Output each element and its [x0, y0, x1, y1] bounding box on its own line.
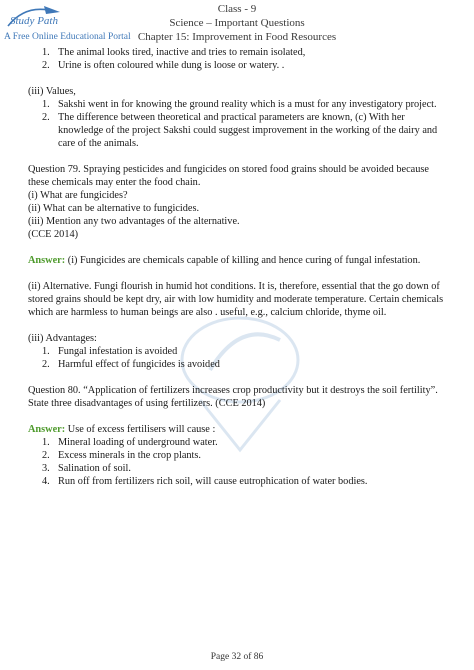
question-79-label: Question 79. — [28, 164, 81, 175]
answer-80-label: Answer: — [28, 424, 66, 435]
portal-tagline: A Free Online Educational Portal — [4, 32, 131, 42]
values-list — [28, 98, 446, 150]
list-item: 4. Run off from fertilizers rich soil, will cause eutrophication of water bodies. — [42, 476, 368, 487]
list-item: 1. Mineral loading of underground water. — [42, 437, 218, 448]
advantages-list — [28, 345, 446, 371]
page-number: Page 32 of 86 — [210, 652, 264, 662]
header-class: Class - 9 — [217, 3, 257, 15]
question-80: Question 80. “Application of fertilizers increases crop productivity but it destroys the soil fertility”. State three disadvantages of using fertilizers. (CCE 2014) — [28, 385, 438, 409]
question-79-part-2: (ii) What can be alternative to fungicides. — [28, 203, 200, 214]
list-item: 1. Fungal infestation is avoided — [42, 346, 178, 357]
header-subject: Science – Important Questions — [169, 17, 305, 29]
answer-79-label: Answer: — [28, 255, 66, 266]
list-item: 2. The difference between theoretical and practical parameters are known, (c) With her knowledge of the project Sakshi could suggest improvement in the working of the dairy and care of the animals. — [42, 112, 438, 149]
page-content — [28, 46, 446, 488]
question-79: Question 79. Spraying pesticides and fungicides on stored food grains should be avoided because these chemicals may enter the food chain. — [28, 164, 429, 188]
list-item: 2. Urine is often coloured while dung is loose or watery. . — [42, 60, 285, 71]
values-heading: (iii) Values, — [28, 86, 76, 97]
fertilizer-effects-list — [28, 436, 446, 488]
question-79-source: (CCE 2014) — [28, 229, 79, 240]
list-item: 3. Salination of soil. — [42, 463, 131, 474]
answer-79-alternative: (ii) Alternative. Fungi flourish in humid hot conditions. It is, therefore, essential that the go down of stored grains should be kept dry, air with low humidity and moderate temperature. Certain chemicals which are harmless to human beings are also . useful, e.g., calcium chloride, thyme oil. — [28, 281, 444, 318]
question-80-label: Question 80. — [28, 385, 81, 396]
list-item: 2. Excess minerals in the crop plants. — [42, 450, 201, 461]
question-79-part-3: (iii) Mention any two advantages of the alternative. — [28, 216, 240, 227]
answer-79: Answer: (i) Fungicides are chemicals capable of killing and hence curing of fungal infestation. — [28, 255, 421, 266]
animal-symptoms-list — [28, 46, 446, 72]
list-item: 1. Sakshi went in for knowing the ground reality which is a must for any investigatory project. — [42, 99, 437, 110]
question-79-part-1: (i) What are fungicides? — [28, 190, 128, 201]
header-chapter: Chapter 15: Improvement in Food Resources — [137, 31, 337, 43]
answer-80: Answer: Use of excess fertilisers will cause : — [28, 424, 216, 435]
svg-text:Study Path: Study Path — [10, 15, 58, 27]
advantages-heading: (iii) Advantages: — [28, 333, 97, 344]
list-item: 2. Harmful effect of fungicides is avoided — [42, 359, 220, 370]
list-item: 1. The animal looks tired, inactive and tries to remain isolated, — [42, 47, 306, 58]
page-header — [0, 0, 474, 44]
